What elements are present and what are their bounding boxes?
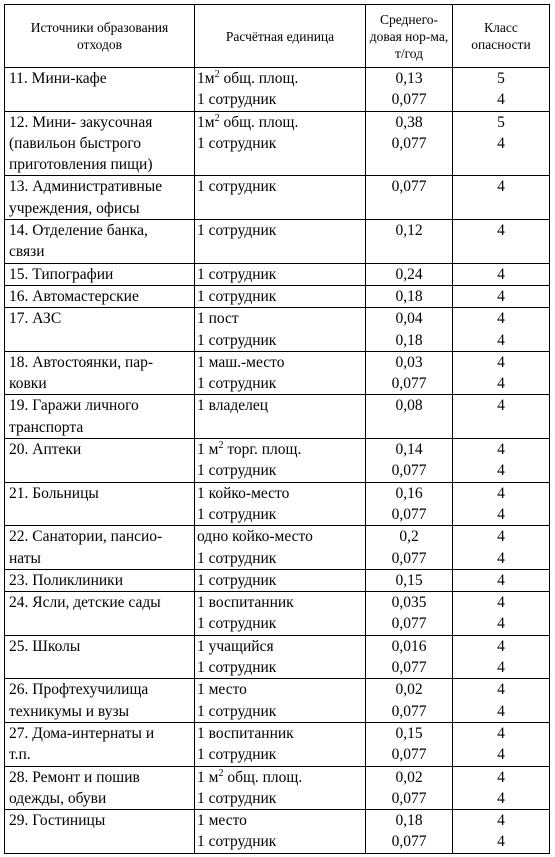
unit-text: 1 койко-место bbox=[197, 484, 290, 502]
cell-hazard-class: 5 bbox=[453, 68, 550, 90]
cell-unit bbox=[195, 417, 366, 439]
cell-norm: 0,18 bbox=[366, 285, 453, 307]
cell-hazard-class: 4 bbox=[453, 439, 550, 461]
source-text-line: 23. Поликлиники bbox=[9, 571, 123, 589]
unit-text: 1 пост bbox=[197, 310, 239, 328]
table-row bbox=[5, 569, 550, 591]
cell-hazard-class: 4 bbox=[453, 330, 550, 352]
cell-norm: 0,2 bbox=[366, 526, 453, 548]
unit-superscript: 2 bbox=[214, 112, 220, 124]
source-text-line: ковки bbox=[9, 375, 47, 393]
source-text-line: 26. Профтехучилища bbox=[9, 681, 149, 699]
cell-unit bbox=[195, 635, 366, 657]
table-row bbox=[5, 766, 550, 788]
cell-hazard-class: 4 bbox=[453, 460, 550, 482]
unit-text: 1 сотрудник bbox=[197, 462, 277, 480]
cell-hazard-class: 4 bbox=[453, 351, 550, 373]
cell-hazard-class: 4 bbox=[453, 308, 550, 330]
unit-superscript: 2 bbox=[218, 440, 224, 452]
unit-text: торг. площ. bbox=[223, 441, 302, 459]
cell-unit bbox=[195, 68, 366, 90]
cell-hazard-class: 4 bbox=[453, 613, 550, 635]
unit-text: 1 сотрудник bbox=[197, 375, 277, 393]
table-row bbox=[5, 111, 550, 133]
unit-text: 1 сотрудник bbox=[197, 659, 277, 677]
cell-hazard-class: 4 bbox=[453, 395, 550, 417]
cell-unit bbox=[195, 569, 366, 591]
cell-norm: 0,03 bbox=[366, 351, 453, 373]
cell-source bbox=[5, 308, 195, 352]
cell-norm: 0,08 bbox=[366, 395, 453, 417]
cell-unit bbox=[195, 657, 366, 679]
cell-hazard-class: 4 bbox=[453, 569, 550, 591]
cell-unit bbox=[195, 460, 366, 482]
cell-unit bbox=[195, 613, 366, 635]
cell-hazard-class: 4 bbox=[453, 482, 550, 504]
unit-text: 1 место bbox=[197, 812, 247, 830]
unit-text: общ. площ. bbox=[219, 70, 299, 87]
table-row bbox=[5, 263, 550, 285]
cell-unit bbox=[195, 526, 366, 548]
cell-hazard-class: 4 bbox=[453, 263, 550, 285]
cell-hazard-class: 4 bbox=[453, 526, 550, 548]
cell-source bbox=[5, 526, 195, 570]
cell-hazard-class: 4 bbox=[453, 766, 550, 788]
unit-text: 1 сотрудник bbox=[197, 91, 277, 109]
cell-hazard-class: 4 bbox=[453, 220, 550, 242]
cell-unit bbox=[195, 679, 366, 701]
cell-unit bbox=[195, 722, 366, 744]
cell-source bbox=[5, 439, 195, 483]
cell-norm: 0,077 bbox=[366, 701, 453, 723]
cell-unit bbox=[195, 701, 366, 723]
cell-source bbox=[5, 722, 195, 766]
cell-hazard-class: 4 bbox=[453, 373, 550, 395]
cell-hazard-class bbox=[453, 417, 550, 439]
table-row bbox=[5, 308, 550, 330]
source-text-line: 12. Мини- закусочная bbox=[9, 113, 153, 131]
source-text-line: приготовления пищи) bbox=[9, 156, 153, 174]
unit-text: 1 сотрудник bbox=[197, 265, 277, 283]
cell-unit bbox=[195, 154, 366, 176]
cell-unit bbox=[195, 220, 366, 242]
cell-source bbox=[5, 351, 195, 395]
cell-hazard-class: 4 bbox=[453, 788, 550, 810]
unit-text: 1 сотрудник bbox=[197, 615, 277, 633]
cell-unit bbox=[195, 744, 366, 766]
cell-source bbox=[5, 766, 195, 810]
cell-unit bbox=[195, 592, 366, 614]
unit-text: одно койко-место bbox=[197, 528, 313, 546]
source-text-line: 27. Дома-интернаты и bbox=[9, 724, 155, 742]
unit-text: 1 м bbox=[197, 441, 219, 459]
cell-hazard-class: 5 bbox=[453, 111, 550, 133]
unit-text: 1 сотрудник bbox=[197, 287, 277, 305]
document-page bbox=[4, 4, 549, 854]
source-text-line: 29. Гостиницы bbox=[9, 812, 106, 830]
unit-text: 1 сотрудник bbox=[197, 702, 277, 720]
cell-unit bbox=[195, 351, 366, 373]
cell-hazard-class: 4 bbox=[453, 592, 550, 614]
cell-hazard-class bbox=[453, 198, 550, 220]
cell-norm: 0,077 bbox=[366, 788, 453, 810]
source-text-line: т.п. bbox=[9, 746, 31, 764]
cell-source bbox=[5, 111, 195, 176]
table-row bbox=[5, 439, 550, 461]
cell-norm: 0,18 bbox=[366, 330, 453, 352]
source-text-line: 16. Автомастерские bbox=[9, 287, 139, 305]
cell-norm: 0,077 bbox=[366, 548, 453, 570]
cell-hazard-class bbox=[453, 241, 550, 263]
unit-text: 1 сотрудник bbox=[197, 505, 277, 523]
unit-text: 1 сотрудник bbox=[197, 549, 277, 567]
cell-hazard-class bbox=[453, 154, 550, 176]
cell-source bbox=[5, 263, 195, 285]
cell-unit bbox=[195, 241, 366, 263]
cell-unit bbox=[195, 831, 366, 853]
cell-norm: 0,077 bbox=[366, 831, 453, 853]
cell-hazard-class: 4 bbox=[453, 657, 550, 679]
cell-hazard-class: 4 bbox=[453, 504, 550, 526]
cell-hazard-class: 4 bbox=[453, 285, 550, 307]
unit-text: 1м bbox=[197, 70, 215, 87]
cell-hazard-class: 4 bbox=[453, 679, 550, 701]
unit-text: 1 маш.-место bbox=[197, 353, 285, 371]
cell-norm: 0,18 bbox=[366, 810, 453, 832]
cell-norm bbox=[366, 154, 453, 176]
source-text-line: учреждения, офисы bbox=[9, 199, 140, 217]
cell-hazard-class: 4 bbox=[453, 810, 550, 832]
cell-source bbox=[5, 810, 195, 854]
cell-norm: 0,077 bbox=[366, 89, 453, 111]
cell-unit bbox=[195, 111, 366, 133]
cell-norm: 0,077 bbox=[366, 657, 453, 679]
table-row bbox=[5, 722, 550, 744]
header-hazard-class: Класс опасности bbox=[453, 5, 550, 68]
cell-unit bbox=[195, 395, 366, 417]
header-unit: Расчётная единица bbox=[195, 5, 366, 68]
cell-unit bbox=[195, 439, 366, 461]
cell-hazard-class: 4 bbox=[453, 744, 550, 766]
cell-source bbox=[5, 569, 195, 591]
cell-norm: 0,16 bbox=[366, 482, 453, 504]
source-text-line: транспорта bbox=[9, 418, 84, 436]
unit-text: 1 сотрудник bbox=[197, 134, 277, 152]
source-text-line: 11. Мини-кафе bbox=[9, 70, 107, 87]
cell-norm bbox=[366, 241, 453, 263]
cell-hazard-class: 4 bbox=[453, 722, 550, 744]
unit-text: общ. площ. bbox=[219, 113, 299, 131]
source-text-line: 18. Автостоянки, пар- bbox=[9, 353, 154, 371]
cell-hazard-class: 4 bbox=[453, 831, 550, 853]
cell-hazard-class: 4 bbox=[453, 176, 550, 198]
cell-norm: 0,14 bbox=[366, 439, 453, 461]
source-text-line: техникумы и вузы bbox=[9, 702, 129, 720]
table-row bbox=[5, 220, 550, 242]
cell-unit bbox=[195, 176, 366, 198]
table-row bbox=[5, 635, 550, 657]
cell-unit bbox=[195, 89, 366, 111]
cell-source bbox=[5, 395, 195, 439]
cell-hazard-class: 4 bbox=[453, 133, 550, 154]
cell-norm: 0,15 bbox=[366, 722, 453, 744]
unit-text: 1 сотрудник bbox=[197, 789, 277, 807]
source-text-line: 22. Санатории, пансио- bbox=[9, 528, 163, 546]
cell-norm: 0,38 bbox=[366, 111, 453, 133]
cell-unit bbox=[195, 504, 366, 526]
unit-superscript: 2 bbox=[218, 767, 224, 779]
cell-source bbox=[5, 592, 195, 636]
unit-text: 1 сотрудник bbox=[197, 833, 277, 851]
unit-text: 1 владелец bbox=[197, 397, 269, 415]
cell-source bbox=[5, 679, 195, 723]
unit-text: 1м bbox=[197, 113, 215, 131]
source-text-line: 20. Аптеки bbox=[9, 441, 82, 459]
cell-norm: 0,035 bbox=[366, 592, 453, 614]
unit-superscript: 2 bbox=[214, 69, 220, 80]
cell-norm: 0,077 bbox=[366, 176, 453, 198]
source-text-line: 14. Отделение банка, bbox=[9, 222, 148, 240]
cell-source bbox=[5, 635, 195, 679]
table-row bbox=[5, 68, 550, 90]
unit-text: 1 сотрудник bbox=[197, 331, 277, 349]
table-header bbox=[5, 5, 550, 68]
unit-text: 1 место bbox=[197, 681, 247, 699]
cell-norm: 0,02 bbox=[366, 766, 453, 788]
table-row bbox=[5, 351, 550, 373]
unit-text: 1 сотрудник bbox=[197, 571, 277, 589]
cell-source bbox=[5, 220, 195, 264]
table-row bbox=[5, 679, 550, 701]
cell-unit bbox=[195, 308, 366, 330]
cell-hazard-class: 4 bbox=[453, 701, 550, 723]
table-row bbox=[5, 176, 550, 198]
cell-norm: 0,077 bbox=[366, 373, 453, 395]
cell-unit bbox=[195, 482, 366, 504]
cell-unit bbox=[195, 263, 366, 285]
cell-norm: 0,04 bbox=[366, 308, 453, 330]
cell-unit bbox=[195, 548, 366, 570]
source-text-line: 24. Ясли, детские сады bbox=[9, 594, 161, 612]
source-text-line: 25. Школы bbox=[9, 637, 81, 655]
cell-norm: 0,12 bbox=[366, 220, 453, 242]
source-text-line: 21. Больницы bbox=[9, 484, 99, 502]
cell-unit bbox=[195, 285, 366, 307]
table-row bbox=[5, 285, 550, 307]
cell-hazard-class: 4 bbox=[453, 89, 550, 111]
cell-norm: 0,077 bbox=[366, 613, 453, 635]
cell-norm: 0,016 bbox=[366, 635, 453, 657]
source-text-line: 15. Типографии bbox=[9, 265, 114, 283]
source-text-line: 19. Гаражи личного bbox=[9, 397, 139, 415]
unit-text: 1 воспитанник bbox=[197, 724, 294, 742]
cell-source bbox=[5, 68, 195, 112]
cell-unit bbox=[195, 788, 366, 810]
cell-norm: 0,02 bbox=[366, 679, 453, 701]
source-text-line: наты bbox=[9, 549, 41, 567]
table-row bbox=[5, 592, 550, 614]
cell-norm: 0,15 bbox=[366, 569, 453, 591]
source-text-line: 17. АЗС bbox=[9, 310, 62, 328]
cell-hazard-class: 4 bbox=[453, 635, 550, 657]
unit-text: 1 сотрудник bbox=[197, 746, 277, 764]
cell-source bbox=[5, 285, 195, 307]
cell-norm: 0,077 bbox=[366, 504, 453, 526]
waste-norms-table bbox=[4, 4, 550, 854]
cell-unit bbox=[195, 373, 366, 395]
cell-source bbox=[5, 482, 195, 526]
cell-norm: 0,077 bbox=[366, 460, 453, 482]
cell-norm bbox=[366, 417, 453, 439]
cell-norm: 0,13 bbox=[366, 68, 453, 90]
source-text-line: связи bbox=[9, 243, 45, 261]
table-row bbox=[5, 526, 550, 548]
cell-norm bbox=[366, 198, 453, 220]
cell-unit bbox=[195, 198, 366, 220]
cell-norm: 0,24 bbox=[366, 263, 453, 285]
cell-unit bbox=[195, 133, 366, 154]
source-text-line: 13. Административные bbox=[9, 178, 163, 196]
cell-norm: 0,077 bbox=[366, 133, 453, 154]
header-norm: Среднего-довая нор-ма, т/год bbox=[366, 5, 453, 68]
unit-text: 1 сотрудник bbox=[197, 178, 277, 196]
unit-text: 1 воспитанник bbox=[197, 594, 294, 612]
cell-unit bbox=[195, 766, 366, 788]
cell-norm: 0,077 bbox=[366, 744, 453, 766]
unit-text: 1 учащийся bbox=[197, 637, 274, 655]
table-row bbox=[5, 395, 550, 417]
header-source: Источники образования отходов bbox=[5, 5, 195, 68]
table-row bbox=[5, 482, 550, 504]
cell-hazard-class: 4 bbox=[453, 548, 550, 570]
source-text-line: одежды, обуви bbox=[9, 789, 107, 807]
unit-text: 1 сотрудник bbox=[197, 222, 277, 240]
cell-unit bbox=[195, 810, 366, 832]
source-text-line: (павильон быстрого bbox=[9, 134, 142, 152]
table-row bbox=[5, 810, 550, 832]
unit-text: общ. площ. bbox=[223, 768, 303, 786]
source-text-line: 28. Ремонт и пошив bbox=[9, 768, 140, 786]
table-body bbox=[5, 68, 550, 854]
cell-unit bbox=[195, 330, 366, 352]
unit-text: 1 м bbox=[197, 768, 219, 786]
cell-source bbox=[5, 176, 195, 220]
